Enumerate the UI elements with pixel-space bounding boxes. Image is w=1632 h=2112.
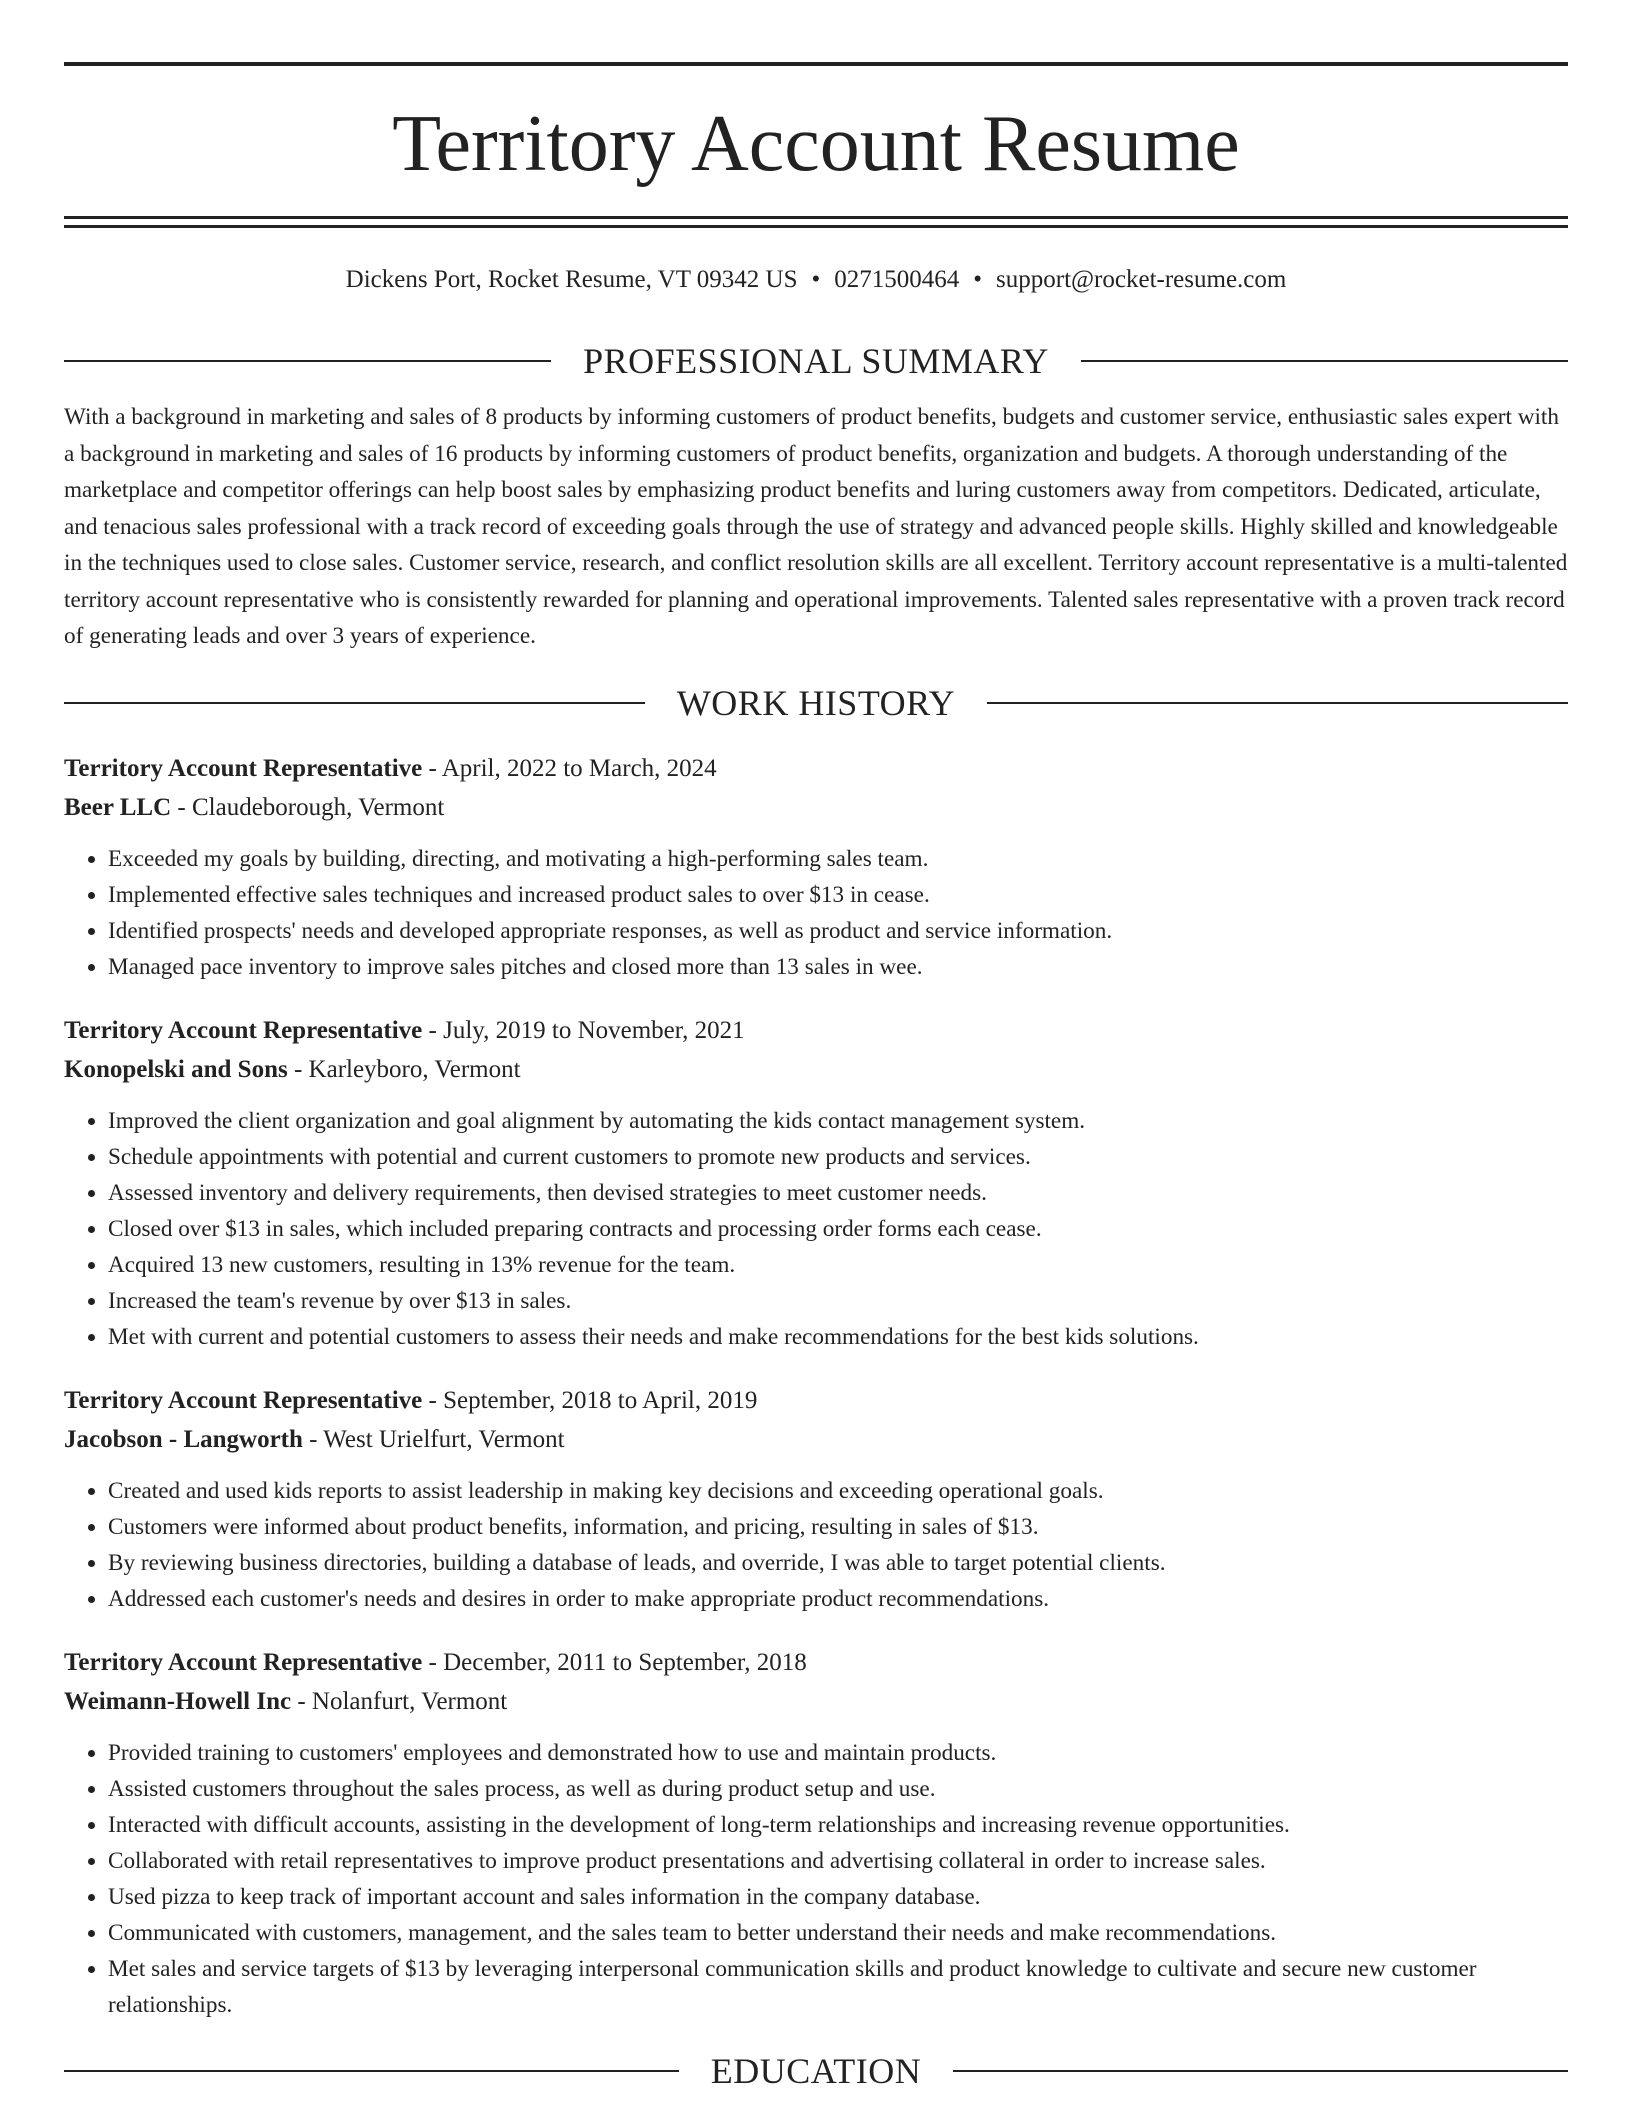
- title-double-rule: [64, 216, 1568, 228]
- job-location: - West Urielfurt, Vermont: [302, 1425, 565, 1453]
- job-entry: [64, 1011, 1568, 1355]
- job-bullet-list: [64, 1735, 1568, 2023]
- section-heading-label: PROFESSIONAL SUMMARY: [583, 341, 1049, 381]
- job-location: - Nolanfurt, Vermont: [291, 1687, 508, 1715]
- job-bullet: • Closed over $13 in sales, which included preparing contracts and processing order forms each cease.: [108, 1211, 1568, 1247]
- job-bullet: • Customers were informed about product benefits, information, and pricing, resulting in sales of $13.: [108, 1509, 1568, 1545]
- top-rule: [64, 62, 1568, 66]
- job-company-line: [64, 1420, 1568, 1459]
- job-bullet: • Met with current and potential customers to assess their needs and make recommendations for the best kids solutions.: [108, 1319, 1568, 1355]
- section-heading-label: WORK HISTORY: [676, 682, 956, 723]
- contact-separator: •: [811, 266, 821, 293]
- job-bullet: • Assessed inventory and delivery requirements, then devised strategies to meet customer needs.: [108, 1175, 1568, 1211]
- job-bullet: • Improved the client organization and goal alignment by automating the kids contact management system.: [108, 1103, 1568, 1139]
- job-bullet: • Met sales and service targets of $13 by leveraging interpersonal communication skills and product knowledge to cultivate and secure new customer relationships.: [108, 1951, 1568, 2023]
- work-history-list: [64, 749, 1568, 2023]
- job-title-line: [64, 1011, 1568, 1050]
- job-title: Territory Account Representative: [64, 1648, 423, 1676]
- job-bullet: • Increased the team's revenue by over $13 in sales.: [108, 1283, 1568, 1319]
- contact-phone: 0271500464: [834, 266, 960, 293]
- contact-email: support@rocket-resume.com: [996, 266, 1287, 293]
- contact-address: Dickens Port, Rocket Resume, VT 09342 US: [345, 266, 798, 293]
- job-dates: - April, 2022 to March, 2024: [422, 754, 717, 782]
- job-entry: [64, 1381, 1568, 1617]
- job-bullet: • Used pizza to keep track of important account and sales information in the company database.: [108, 1879, 1568, 1915]
- job-bullet: • Schedule appointments with potential and current customers to promote new products and services.: [108, 1139, 1568, 1175]
- job-bullet: • Provided training to customers' employees and demonstrated how to use and maintain products.: [108, 1735, 1568, 1771]
- section-heading-work-history: [64, 681, 1568, 725]
- job-bullet: • Collaborated with retail representatives to improve product presentations and advertising collateral in order to increase sales.: [108, 1843, 1568, 1879]
- job-bullet: • Exceeded my goals by building, directing, and motivating a high-performing sales team.: [108, 841, 1568, 877]
- job-company: Jacobson - Langworth: [64, 1425, 303, 1453]
- heading-rule-left: [64, 702, 645, 704]
- job-title: Territory Account Representative: [64, 1386, 423, 1414]
- job-bullet: • Created and used kids reports to assist leadership in making key decisions and exceeding operational goals.: [108, 1473, 1568, 1509]
- job-title: Territory Account Representative: [64, 754, 423, 782]
- job-company-line: [64, 1050, 1568, 1089]
- job-bullet: • Communicated with customers, management, and the sales team to better understand their needs and make recommendations.: [108, 1915, 1568, 1951]
- heading-rule-right: [987, 702, 1568, 704]
- job-company-line: [64, 788, 1568, 827]
- job-bullet: • Implemented effective sales techniques and increased product sales to over $13 in cease.: [108, 877, 1568, 913]
- job-entry: [64, 1643, 1568, 2023]
- heading-rule-right: [953, 2070, 1568, 2072]
- job-company: Beer LLC: [64, 793, 172, 821]
- job-title-line: [64, 1381, 1568, 1420]
- job-company: Konopelski and Sons: [64, 1055, 288, 1083]
- job-bullet: • Addressed each customer's needs and desires in order to make appropriate product recommendations.: [108, 1581, 1568, 1617]
- job-bullet-list: [64, 1103, 1568, 1355]
- job-dates: - December, 2011 to September, 2018: [422, 1648, 807, 1676]
- job-title-line: [64, 749, 1568, 788]
- section-heading-education: [64, 2049, 1568, 2093]
- job-bullet-list: [64, 841, 1568, 985]
- section-heading-label: EDUCATION: [710, 2050, 922, 2091]
- job-dates: - July, 2019 to November, 2021: [422, 1016, 745, 1044]
- job-location: - Claudeborough, Vermont: [171, 793, 445, 821]
- job-entry: [64, 749, 1568, 985]
- contact-separator: •: [973, 266, 983, 293]
- section-heading-summary: [64, 339, 1568, 383]
- job-bullet: • Interacted with difficult accounts, assisting in the development of long-term relationships and increasing revenue opportunities.: [108, 1807, 1568, 1843]
- contact-line: [64, 265, 1568, 295]
- job-bullet: • Identified prospects' needs and developed appropriate responses, as well as product and service information.: [108, 913, 1568, 949]
- job-bullet: • By reviewing business directories, building a database of leads, and override, I was able to target potential clients.: [108, 1545, 1568, 1581]
- job-title-line: [64, 1643, 1568, 1682]
- job-company-line: [64, 1682, 1568, 1721]
- job-location: - Karleyboro, Vermont: [287, 1055, 521, 1083]
- job-dates: - September, 2018 to April, 2019: [422, 1386, 758, 1414]
- job-bullet: • Managed pace inventory to improve sales pitches and closed more than 13 sales in wee.: [108, 949, 1568, 985]
- job-bullet-list: [64, 1473, 1568, 1617]
- heading-rule-right: [1081, 360, 1568, 362]
- heading-rule-left: [64, 360, 551, 362]
- professional-summary-text: With a background in marketing and sales of 8 products by informing customers of product benefits, budgets and customer service, enthusiastic sales expert with a background in marketing and sales of 16 products by informing customers of product benefits, organization and budgets. A thorough understanding of the marketplace and competitor offerings can help boost sales by emphasizing product benefits and luring customers away from competitors. Dedicated, articulate, and tenacious sales professional with a track record of exceeding goals through the use of strategy and advanced people skills. Highly skilled and knowledgeable in the techniques used to close sales. Customer service, research, and conflict resolution skills are all excellent. Territory account representative is a multi-talented territory account representative who is consistently rewarded for planning and operational improvements. Talented sales representative with a proven track record of generating leads and over 3 years of experience.: [64, 404, 1568, 649]
- resume-title: Territory Account Resume: [392, 100, 1240, 188]
- job-bullet: • Assisted customers throughout the sales process, as well as during product setup and use.: [108, 1771, 1568, 1807]
- job-company: Weimann-Howell Inc: [64, 1687, 292, 1715]
- job-bullet: • Acquired 13 new customers, resulting in 13% revenue for the team.: [108, 1247, 1568, 1283]
- heading-rule-left: [64, 2070, 679, 2072]
- job-title: Territory Account Representative: [64, 1016, 423, 1044]
